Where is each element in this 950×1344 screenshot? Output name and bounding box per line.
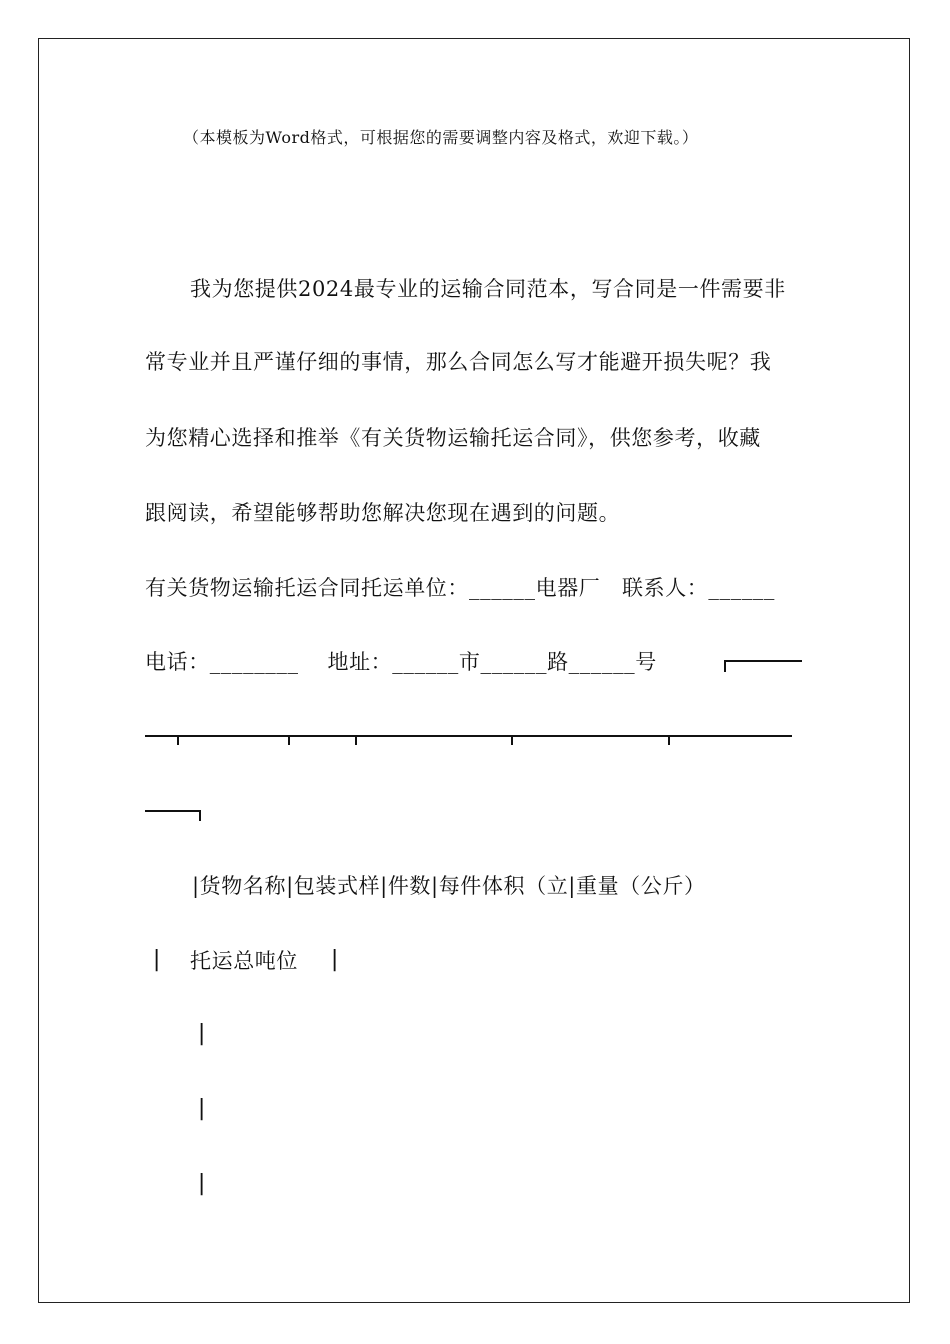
intro-line-4: 跟阅读，希望能够帮助您解决您现在遇到的问题。 [145, 501, 621, 525]
shipper-info-line: 有关货物运输托运合同托运单位：______电器厂 联系人：______ [145, 576, 775, 600]
table-empty-row-3: | [195, 1171, 209, 1196]
intro-line-1: 我为您提供2024最专业的运输合同范本，写合同是一件需要非 [190, 277, 786, 301]
table-empty-row-2: | [195, 1096, 209, 1121]
table-empty-row-1: | [195, 1021, 209, 1046]
intro-line-3: 为您精心选择和推举《有关货物运输托运合同》，供您参考，收藏 [145, 426, 761, 450]
intro-line-2: 常专业并且严谨仔细的事情，那么合同怎么写才能避开损失呢？我 [145, 350, 772, 374]
template-notice: （本模板为Word格式，可根据您的需要调整内容及格式，欢迎下载。） [183, 128, 699, 147]
table-header-row-2-right-border: | [328, 947, 342, 972]
table-header-row-1: |货物名称|包装式样|件数|每件体积（立|重量（公斤） [192, 874, 706, 898]
contact-info-line: 电话：________ 地址：______市______路______号 [145, 650, 657, 674]
table-header-row-2-left-border: | [150, 947, 164, 972]
table-header-total-tonnage: 托运总吨位 [190, 949, 298, 973]
